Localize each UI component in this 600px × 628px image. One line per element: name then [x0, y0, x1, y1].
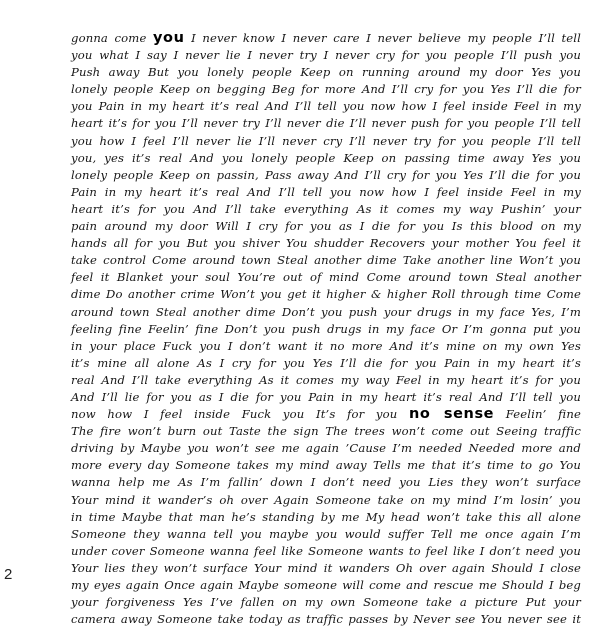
emphasized-word: you — [153, 30, 185, 46]
lyric-line: wanna help me As I’m fallin’ down I don’t need you Lies they won’t surface — [71, 475, 581, 490]
lyric-line: driving by Maybe you won’t see me again ’Cause I’m needed Needed more and — [71, 441, 581, 456]
lyric-line: real And I’ll take everything As it comes my way Feel in my heart it’s for you — [71, 372, 581, 387]
lyric-line: dime Do another crime Won’t you get it higher & higher Roll through time Come — [71, 287, 581, 302]
lyric-line: heart it’s for you And I’ll take everything As it comes my way Pushin’ your — [71, 201, 581, 216]
lyric-line: And I’ll lie for you as I die for you Pain in my heart it’s real And I’ll tell you — [71, 389, 581, 404]
lyric-line: lonely people Keep on passin, Pass away And I’ll cry for you Yes I’ll die for you — [71, 167, 581, 182]
lyric-line: hands all for you But you shiver You shudder Recovers your mother You feel it — [71, 236, 581, 251]
lyric-line: you how I feel I’ll never lie I’ll never cry I’ll never try for you people I’ll tell — [71, 133, 581, 148]
lyric-line: under cover Someone wanna feel like Someone wants to feel like I don’t need you — [71, 543, 581, 558]
lyric-line: my eyes again Once again Maybe someone will come and rescue me Should I beg — [71, 578, 581, 592]
emphasized-word: no sense — [408, 406, 495, 423]
lyric-line: Your mind it wander’s oh over Again Someone take on my mind I’m losin’ you — [71, 492, 581, 507]
lyric-line: pain around my door Will I cry for you as I die for you Is this blood on my — [71, 219, 581, 234]
lyric-line: in time Maybe that man he’s standing by me My head won’t take this all alone — [71, 509, 581, 524]
page-number: 2 — [4, 566, 13, 583]
lyric-line: around town Steal another dime Don’t you push your drugs in my face Yes, I’m — [71, 304, 581, 319]
lyric-line: you what I say I never lie I never try I never cry for you people I’ll push you — [71, 48, 581, 63]
lyric-line: you Pain in my heart it’s real And I’ll tell you now how I feel inside Feel in my — [71, 99, 581, 114]
lyric-line: you, yes it’s real And you lonely people Keep on passing time away Yes you — [71, 150, 581, 165]
lyric-line: take control Come around town Steal another dime Take another line Won’t you — [71, 253, 581, 268]
lyric-line: in your place Fuck you I don’t want it no more And it’s mine on my own Yes — [71, 338, 581, 353]
lyric-segment: Feelin’ fine — [494, 407, 582, 422]
lyric-line: Your lies they won’t surface Your mind it wanders Oh over again Should I close — [71, 560, 581, 575]
lyric-line: lonely people Keep on begging Beg for more And I’ll cry for you Yes I’ll die for — [71, 82, 581, 97]
lyric-line: Push away But you lonely people Keep on running around my door Yes you — [71, 65, 581, 80]
lyrics-text-block — [71, 30, 581, 628]
lyric-segment: now how I feel inside Fuck you It’s for you — [71, 407, 409, 422]
lyric-line: feeling fine Feelin’ fine Don’t you push drugs in my face Or I’m gonna put you — [71, 321, 581, 336]
lyric-line — [71, 406, 581, 423]
lyric-line: more every day Someone takes my mind away Tells me that it’s time to go You — [71, 458, 581, 473]
lyric-line: your forgiveness Yes I’ve fallen on my own Someone take a picture Put your — [71, 595, 581, 610]
lyric-line — [71, 30, 581, 47]
lyric-line: it’s mine all alone As I cry for you Yes I’ll die for you Pain in my heart it’s — [71, 355, 581, 370]
lyric-line: feel it Blanket your soul You’re out of mind Come around town Steal another — [71, 270, 581, 285]
lyric-line: heart it’s for you I’ll never try I’ll never die I’ll never push for you people I’ll tell — [71, 116, 581, 131]
lyric-segment: I never know I never care I never believe my people I’ll tell — [184, 31, 582, 45]
lyric-line: Pain in my heart it’s real And I’ll tell you now how I feel inside Feel in my — [71, 184, 581, 199]
lyric-segment: gonna come — [71, 31, 153, 45]
lyric-line: camera away Someone take today as traffic passes by Never see You never see it — [71, 612, 581, 627]
lyric-line: The fire won’t burn out Taste the sign The trees won’t come out Seeing traffic — [71, 424, 581, 439]
lyric-line: Someone they wanna tell you maybe you would suffer Tell me once again I’m — [71, 526, 581, 541]
